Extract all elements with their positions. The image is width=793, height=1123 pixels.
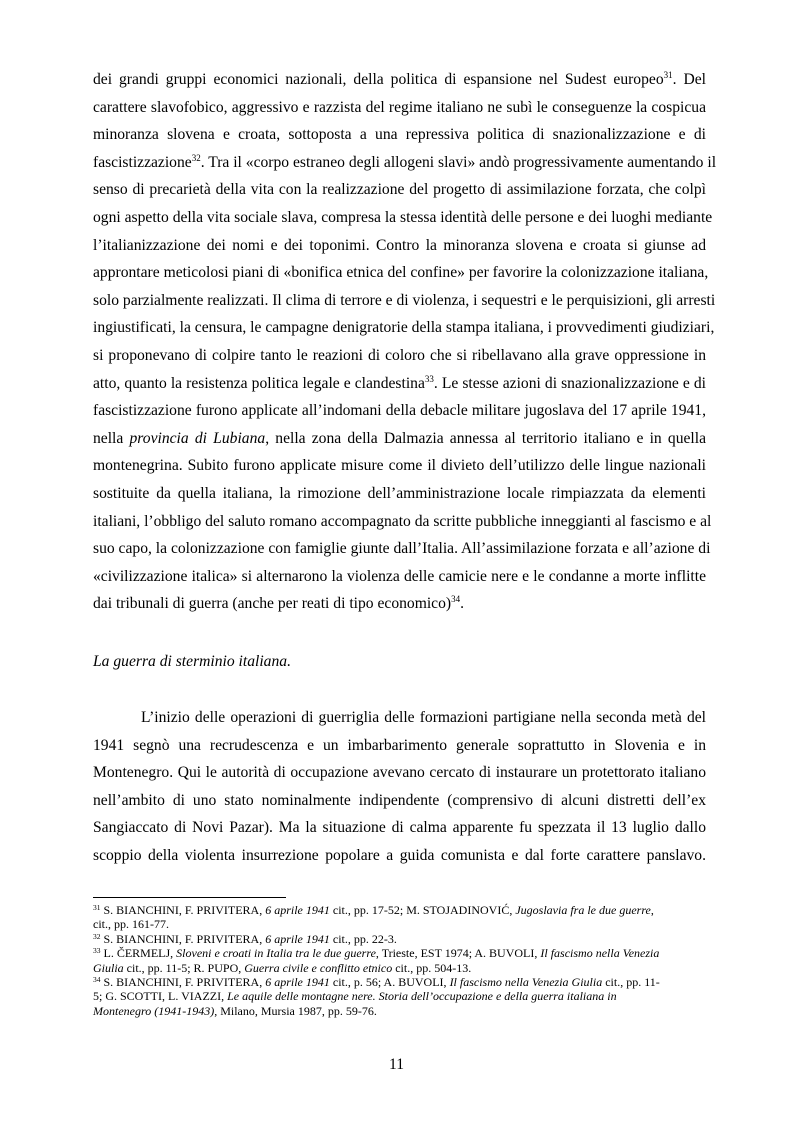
text-line: approntare meticolosi piani di «bonifica etnica del confine» per favorire la colonizzazione italiana, [93, 264, 709, 282]
text-line: «civilizzazione italica» si alternarono la violenza delle camicie nere e le condanne a morte inflitte [93, 567, 706, 585]
paragraph-2 [93, 704, 706, 870]
text-line: si proponevano di colpire tanto le reazioni di coloro che si ribellavano alla grave oppressione in [93, 346, 706, 364]
paragraph-1 [93, 66, 717, 618]
text-line: fascistizzazione$^{32}$. Tra il «corpo estraneo degli allogeni slavi» andò progressivamente aumentando il [93, 152, 717, 171]
text-line: l’italianizzazione dei nomi e dei toponimi. Contro la minoranza slovena e croata si giunse ad [93, 236, 706, 254]
text-line: scoppio della violenta insurrezione popolare a guida comunista e dal forte carattere panslavo. [93, 846, 706, 864]
text-line: dai tribunali di guerra (anche per reati di tipo economico)$^{34}$. [93, 594, 464, 613]
text-line: italiani, l’obbligo del saluto romano accompagnato da scritte pubbliche inneggianti al fascismo e al [93, 512, 712, 530]
footnote-separator [93, 897, 286, 898]
text-line: nella provincia di Lubiana, nella zona della Dalmazia annessa al territorio italiano e in quella [93, 429, 707, 447]
text-line: carattere slavofobico, aggressivo e razzista del regime italiano ne subì le conseguenze la cospicua [93, 98, 706, 116]
text-line: L’inizio delle operazioni di guerriglia delle formazioni partigiane nella seconda metà del [141, 709, 706, 726]
footnote-ref-31[interactable]: 31 [663, 70, 673, 80]
text-line: montenegrina. Subito furono applicate misure come il divieto dell’utilizzo delle lingue nazionali [93, 457, 706, 475]
italic-term: provincia di Lubiana [129, 429, 266, 447]
footnote-33: $^{33}$ L. ČERMELJ, Sloveni e croati in Italia tra le due guerre, Trieste, EST 1974; A. BUVOLI, Il fascismo nella Venezia [93, 946, 660, 961]
page-number: 11 [388, 1056, 404, 1073]
text-line: solo parzialmente realizzati. Il clima di terrore e di violenza, i sequestri e le perquisizioni, gli arresti [93, 291, 716, 309]
section-heading: La guerra di sterminio italiana. [93, 653, 291, 670]
text-line: dei grandi gruppi economici nazionali, della politica di espansione nel Sudest europeo$^{31}$. Del [93, 70, 706, 88]
text-line: ingiustificati, la censura, le campagne denigratorie della stampa italiana, i provvedimenti giudiziari, [93, 319, 715, 337]
text-line: nell’ambito di uno stato nominalmente indipendente (comprensivo di alcuni distretti dell’ex [93, 791, 706, 809]
footnote-34-cont2: Montenegro (1941-1943), Milano, Mursia 1987, pp. 59-76. [93, 1003, 377, 1018]
text-line: sostituite da quella italiana, la rimozione dell’amministrazione locale rimpiazzata da elementi [93, 484, 706, 502]
footnotes [93, 903, 706, 1018]
footnote-ref-32[interactable]: 32 [191, 152, 201, 163]
footnote-34: $^{34}$ S. BIANCHINI, F. PRIVITERA, 6 aprile 1941 cit., p. 56; A. BUVOLI, Il fascismo nella Venezia Giulia cit., pp. 11- [93, 975, 660, 990]
footnote-33-cont: Giulia cit., pp. 11-5; R. PUPO, Guerra civile e conflitto etnico cit., pp. 504-13. [93, 960, 472, 975]
text-line: senso di precarietà della vita con la realizzazione del progetto di assimilazione forzata, che colpì [93, 181, 706, 199]
footnote-31-cont: cit., pp. 161-77. [93, 917, 169, 932]
text-line: suo capo, la colonizzazione con famiglie giunte dall’Italia. All’assimilazione forzata e all’azione di [93, 540, 711, 558]
footnote-ref-34[interactable]: 34 [451, 594, 461, 605]
text-line: atto, quanto la resistenza politica legale e clandestina$^{33}$. Le stesse azioni di snazionalizzazione e di [93, 373, 706, 392]
text-line: ogni aspetto della vita sociale slava, compresa la stessa identità delle persone e dei luoghi mediante [93, 208, 713, 226]
footnote-ref-33[interactable]: 33 [424, 373, 434, 384]
text-line: Sangiaccato di Novi Pazar). Ma la situazione di calma apparente fu spezzata il 13 luglio dallo [93, 819, 706, 837]
footnote-32: $^{32}$ S. BIANCHINI, F. PRIVITERA, 6 aprile 1941 cit., pp. 22-3. [93, 931, 397, 946]
page-body [93, 66, 717, 618]
text-line: minoranza slovena e croata, sottoposta a una repressiva politica di snazionalizzazione e di [93, 126, 706, 144]
footnote-31: $^{31}$ S. BIANCHINI, F. PRIVITERA, 6 aprile 1941 cit., pp. 17-52; M. STOJADINOVIĆ, Jugoslavia fra le due guerre, [93, 903, 654, 917]
text-line: Montenegro. Qui le autorità di occupazione avevano cercato di instaurare un protettorato italiano [93, 764, 706, 782]
text-line: 1941 segnò una recrudescenza e un imbarbarimento generale soprattutto in Slovenia e in [93, 736, 706, 754]
text-line: fascistizzazione furono applicate all’indomani della debacle militare jugoslava del 17 aprile 1941, [93, 402, 706, 420]
footnote-34-cont: 5; G. SCOTTI, L. VIAZZI, Le aquile delle montagne nere. Storia dell’occupazione e della guerra italiana in [93, 989, 617, 1004]
